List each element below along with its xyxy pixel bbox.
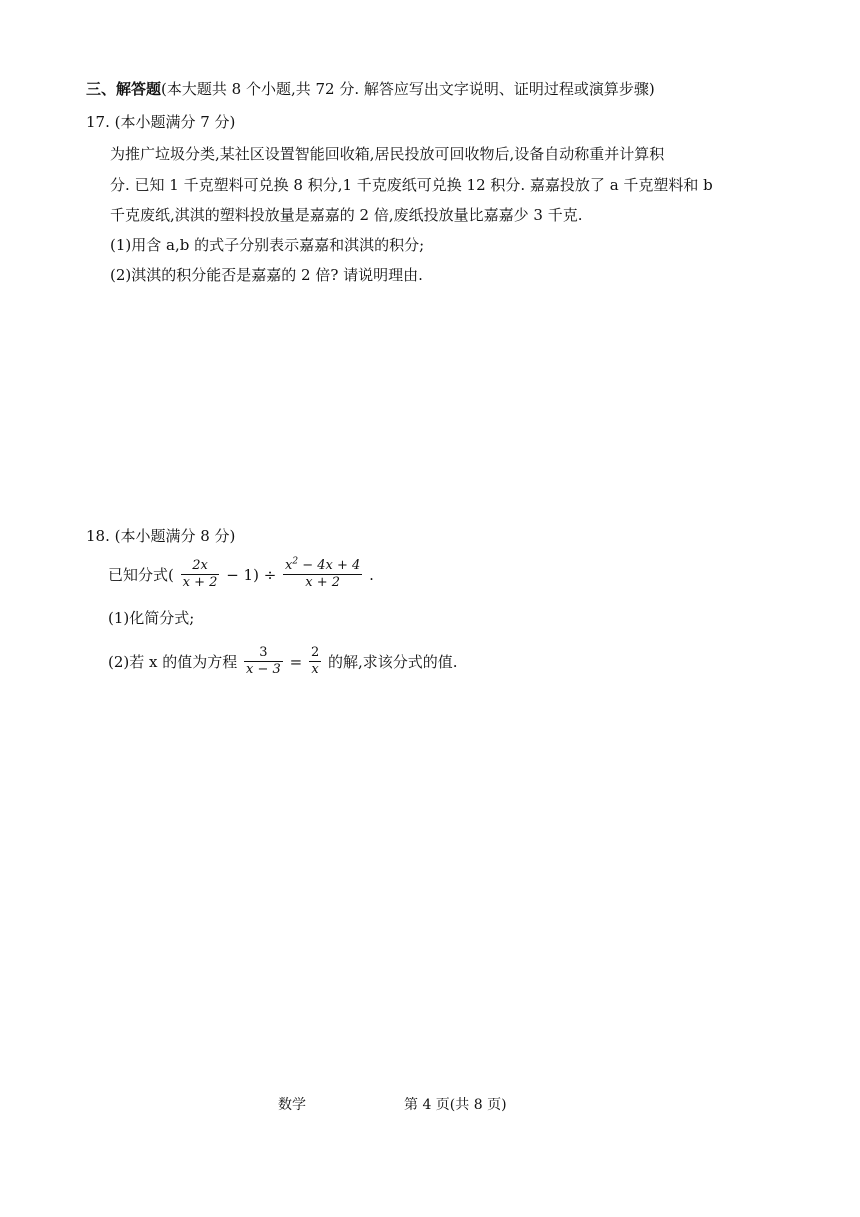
question-17-paragraph-3: 千克废纸,淇淇的塑料投放量是嘉嘉的 2 倍,废纸投放量比嘉嘉少 3 千克. [110,206,583,224]
numerator-rest: − 4x + 4 [298,558,361,573]
question-18-given-expression [108,558,374,591]
equation-fraction-left [244,645,283,678]
footer-page-number: 第 4 页(共 8 页) [404,1097,507,1113]
question-17-paragraph-1: 为推广垃圾分类,某社区设置智能回收箱,居民投放可回收物后,设备自动称重并计算积 [110,145,665,163]
fraction-numerator: 2x [192,558,208,573]
fraction-numerator: 2 [310,645,320,660]
numerator-base: x [285,558,293,573]
equation-fraction-right [309,645,321,678]
fraction-numerator: 3 [259,645,268,660]
fraction-quadratic-over-x-plus-2 [283,558,362,591]
question-18-header: 18. (本小题满分 8 分) [86,527,236,545]
section-heading [86,78,655,100]
question-17-part-2: (2)淇淇的积分能否是嘉嘉的 2 倍? 请说明理由. [110,266,423,284]
section-subtitle: (本大题共 8 个小题,共 72 分. 解答应写出文字说明、证明过程或演算步骤) [161,80,655,98]
given-suffix: . [369,565,374,584]
fraction-denominator: x [311,662,319,677]
equals-sign: = [289,652,303,671]
question-18-part-1: (1)化简分式; [108,609,195,627]
fraction-denominator: x + 2 [305,575,341,590]
question-18-part-2 [108,645,458,678]
fraction-2x-over-x-plus-2 [181,558,220,591]
part-2-suffix: 的解,求该分式的值. [328,652,458,671]
numerator-exponent: 2 [292,556,299,567]
question-17-part-1: (1)用含 a,b 的式子分别表示嘉嘉和淇淇的积分; [110,236,425,254]
part-2-prefix: (2)若 x 的值为方程 [108,652,238,671]
section-title: 三、解答题 [86,80,162,98]
question-17-header: 17. (本小题满分 7 分) [86,113,236,131]
fraction-numerator [283,558,362,574]
minus-one-divide: − 1) ÷ [226,565,277,584]
footer-subject: 数学 [278,1097,306,1113]
question-17-paragraph-2: 分. 已知 1 千克塑料可兑换 8 积分,1 千克废纸可兑换 12 积分. 嘉嘉投放了 a 千克塑料和 b [110,176,713,194]
fraction-denominator: x + 2 [182,575,218,590]
given-prefix: 已知分式( [108,565,174,584]
fraction-denominator: x − 3 [246,662,281,677]
